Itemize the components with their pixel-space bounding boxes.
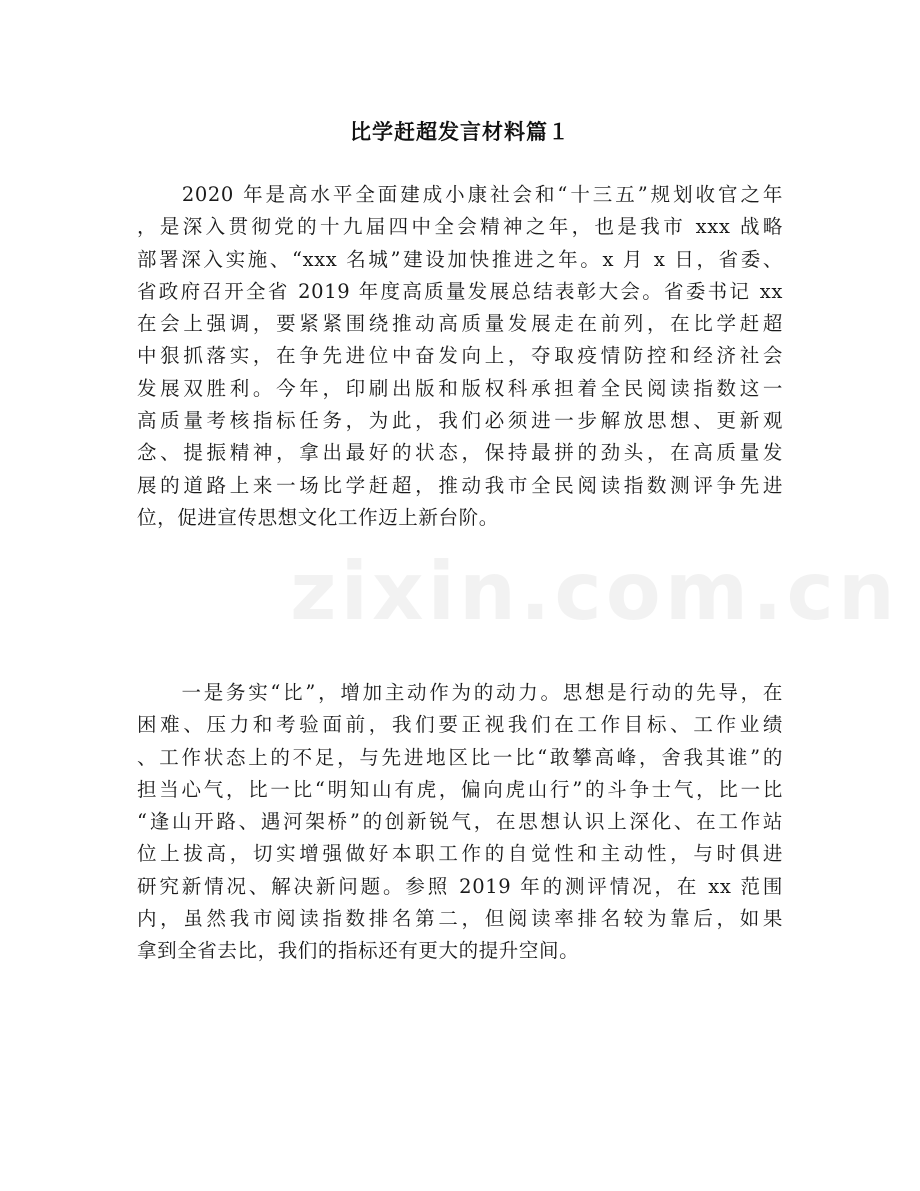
text-line: 研究新情况、解决新问题。参照 2019 年的测评情况，在 xx 范围 xyxy=(137,874,783,898)
text-line: 位上拔高，切实增强做好本职工作的自觉性和主动性，与时俱进 xyxy=(137,842,783,866)
text-line: 高质量考核指标任务，为此，我们必须进一步解放思想、更新观 xyxy=(137,409,783,433)
text-line: 省政府召开全省 2019 年度高质量发展总结表彰大会。省委书记 xx xyxy=(137,279,783,303)
document-title: 比学赶超发言材料篇１ xyxy=(350,120,570,144)
text-line: ，是深入贯彻党的十九届四中全会精神之年，也是我市 xxx 战略 xyxy=(137,215,783,239)
text-line: 发展双胜利。今年，印刷出版和版权科承担着全民阅读指数这一 xyxy=(137,376,783,400)
text-line: 中狠抓落实，在争先进位中奋发向上，夺取疫情防控和经济社会 xyxy=(137,344,783,368)
text-line: 位，促进宣传思想文化工作迈上新台阶。 xyxy=(137,505,499,529)
text-line: 2020 年是高水平全面建成小康社会和“十三五”规划收官之年 xyxy=(137,183,783,206)
text-line: 展的道路上来一场比学赶超，推动我市全民阅读指数测评争先进 xyxy=(137,473,783,497)
text-line: 、工作状态上的不足，与先进地区比一比“敢攀高峰，舍我其谁”的 xyxy=(137,745,783,769)
watermark: zixin.com.cn xyxy=(290,545,899,638)
text-line: 部署深入实施、“xxx 名城”建设加快推进之年。x 月 x 日，省委、 xyxy=(137,247,783,271)
text-line: 内，虽然我市阅读指数排名第二，但阅读率排名较为靠后，如果 xyxy=(137,907,783,931)
text-line: 担当心气，比一比“明知山有虎，偏向虎山行”的斗争士气，比一比 xyxy=(137,777,783,801)
paragraph-2 xyxy=(137,677,783,968)
text-line: 念、提振精神，拿出最好的状态，保持最拼的劲头，在高质量发 xyxy=(137,441,783,465)
text-line: “逢山开路、遇河架桥”的创新锐气，在思想认识上深化、在工作站 xyxy=(137,810,783,834)
text-line: 在会上强调，要紧紧围绕推动高质量发展走在前列，在比学赶超 xyxy=(137,312,783,336)
paragraph-1 xyxy=(137,179,783,534)
text-line: 拿到全省去比，我们的指标还有更大的提升空间。 xyxy=(137,939,580,963)
text-line: 困难、压力和考验面前，我们要正视我们在工作目标、工作业绩 xyxy=(137,713,783,737)
text-line: 一是务实“比”，增加主动作为的动力。思想是行动的先导，在 xyxy=(137,681,783,704)
